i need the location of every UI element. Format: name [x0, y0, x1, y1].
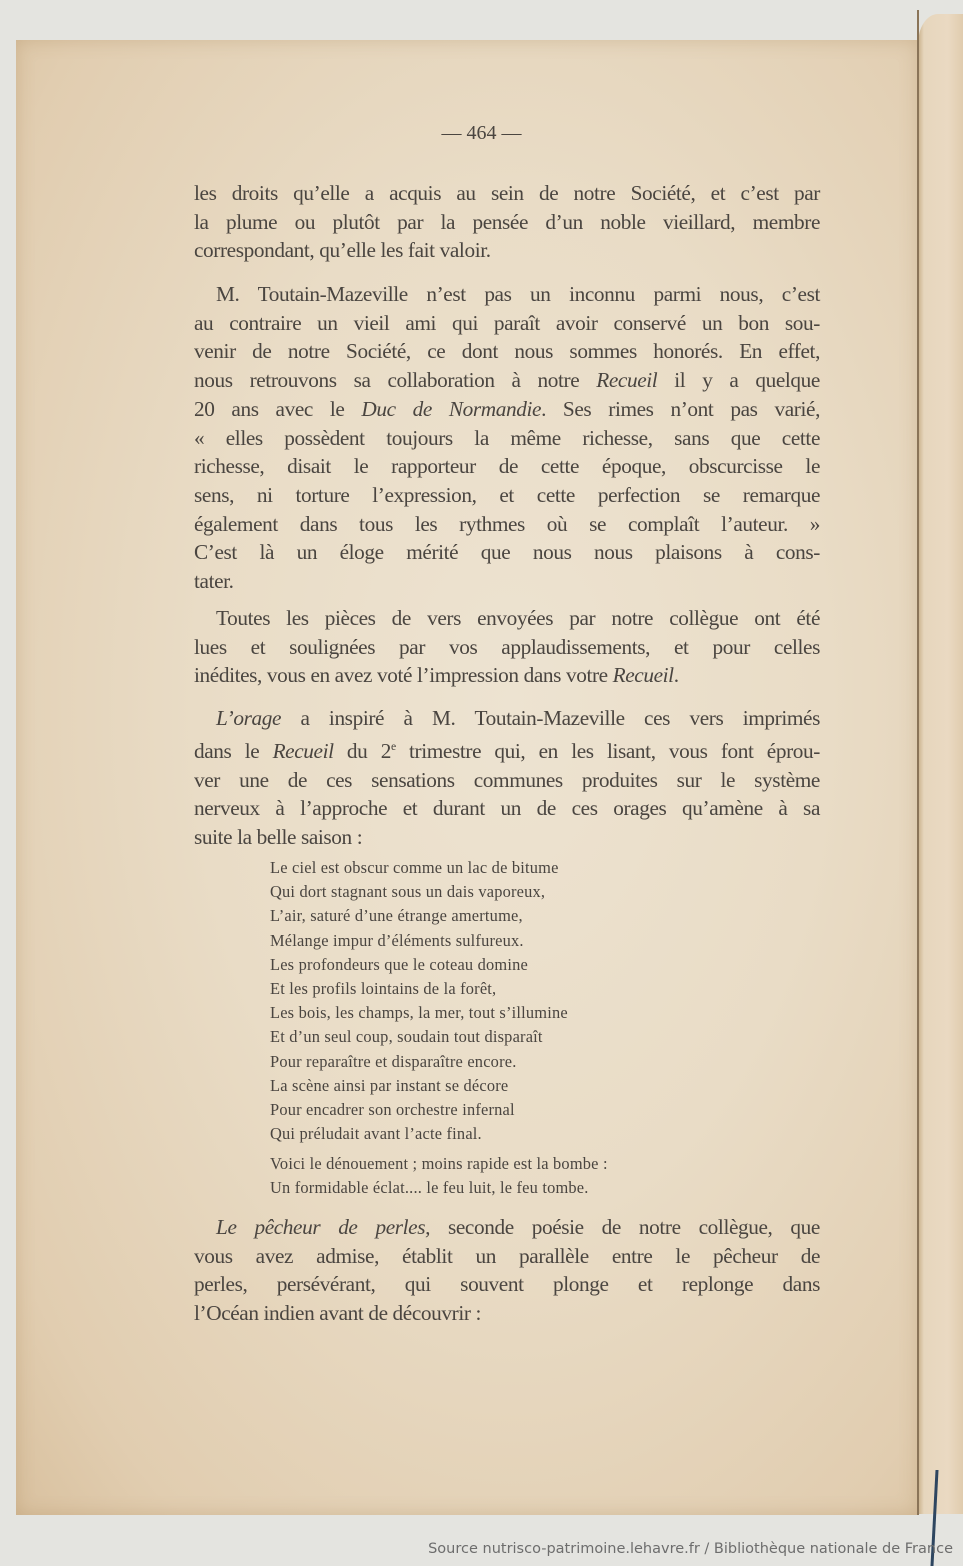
text-segment: nous retrouvons sa collaboration à notre [194, 368, 597, 393]
verse-line: Les profondeurs que le coteau domine [270, 954, 528, 974]
text-segment: . [673, 663, 679, 688]
text-line: C’est là un éloge mérité que nous nous plaisons à cons- [194, 540, 820, 565]
text-line: vous avez admise, établit un parallèle entre le pêcheur de [194, 1243, 820, 1268]
text-line [194, 704, 820, 733]
verse-line: L’air, saturé d’une étrange amertume, [270, 906, 523, 926]
title-lorage: L’orage [216, 706, 282, 730]
verse-line: Qui dort stagnant sous un dais vaporeux, [270, 882, 546, 902]
paragraph-5 [194, 1213, 820, 1328]
verse-line: Les bois, les champs, la mer, tout s’illumine [270, 1003, 568, 1023]
text-line: ver une de ces sensations communes produites sur le système [194, 767, 820, 792]
text-line: suite la belle saison : [194, 825, 363, 849]
title-recueil: Recueil [612, 663, 674, 688]
superscript: e [390, 739, 396, 753]
text-line [194, 733, 820, 766]
text-line: la plume ou plutôt par la pensée d’un noble vieillard, membre [194, 209, 820, 234]
text-line: lues et soulignées par vos applaudissements, et pour celles [194, 634, 820, 659]
paragraph-3 [194, 604, 820, 690]
text-line: perles, persévérant, qui souvent plonge et replonge dans [194, 1272, 820, 1297]
text-line: richesse, disait le rapporteur de cette époque, obscurcisse le [194, 454, 820, 479]
verse-line: La scène ainsi par instant se décore [270, 1075, 509, 1095]
text-line: Toutes les pièces de vers envoyées par notre collègue ont été [216, 606, 820, 630]
verse-line: Voici le dénouement ; moins rapide est la bombe : [270, 1154, 608, 1173]
text-line: correspondant, qu’elle les fait valoir. [194, 238, 491, 263]
text-line [194, 366, 820, 395]
source-credit: Source nutrisco-patrimoine.lehavre.fr / Bibliothèque nationale de France [428, 1541, 953, 1557]
page-number: — 464 — [441, 122, 522, 144]
paragraph-1 [194, 179, 820, 265]
title-recueil: Recueil [596, 368, 658, 393]
text-segment: trimestre qui, en les lisant, vous font éprou- [395, 738, 820, 763]
title-duc-de-normandie: Duc de Normandie [361, 396, 542, 421]
text-line: venir de notre Société, ce dont nous sommes honorés. En effet, [194, 339, 820, 364]
verse-line: Un formidable éclat.... le feu luit, le feu tombe. [270, 1178, 589, 1198]
text-line [194, 1213, 820, 1242]
text-line [194, 661, 820, 690]
poem-stanza-1 [270, 856, 568, 1146]
text-segment: dans le [194, 738, 273, 763]
text-segment: . Ses rimes n’ont pas varié, [541, 396, 820, 421]
text-line [194, 395, 820, 424]
text-segment: du 2 [333, 738, 391, 763]
text-line: sens, ni torture l’expression, et cette perfection se remarque [194, 482, 820, 507]
title-recueil: Recueil [272, 738, 334, 763]
text-line: M. Toutain-Mazeville n’est pas un inconnu parmi nous, c’est [216, 282, 820, 306]
text-line: « elles possèdent toujours la même richesse, sans que cette [194, 425, 820, 450]
verse-line: Et d’un seul coup, soudain tout disparaît [270, 1027, 543, 1047]
verse-line: Le ciel est obscur comme un lac de bitume [270, 858, 559, 877]
text-segment: 20 ans avec le [194, 396, 362, 421]
text-segment: inédites, vous en avez voté l’impression dans votre [194, 663, 613, 688]
page-gutter [917, 10, 919, 1515]
text-segment: a inspiré à M. Toutain-Mazeville ces vers imprimés [281, 706, 820, 730]
text-line: l’Océan indien avant de découvrir : [194, 1301, 481, 1326]
verse-line: Pour reparaître et disparaître encore. [270, 1051, 517, 1071]
paragraph-2 [194, 280, 820, 596]
verse-line: Mélange impur d’éléments sulfureux. [270, 930, 524, 950]
verse-line: Qui préludait avant l’acte final. [270, 1124, 482, 1144]
text-line: nerveux à l’approche et durant un de ces orages qu’amène à sa [194, 796, 820, 821]
poem-stanza-2 [270, 1152, 608, 1200]
verse-line: Pour encadrer son orchestre infernal [270, 1100, 515, 1120]
text-line: également dans tous les rythmes où se complaît l’auteur. » [194, 511, 820, 536]
facing-page-edge [918, 14, 963, 1514]
text-line: au contraire un vieil ami qui paraît avoir conservé un bon sou- [194, 310, 820, 335]
text-line: tater. [194, 569, 234, 594]
verse-line: Et les profils lointains de la forêt, [270, 979, 497, 999]
paragraph-4 [194, 704, 820, 852]
text-segment: il y a quelque [657, 368, 820, 393]
text-line: les droits qu’elle a acquis au sein de notre Société, et c’est par [194, 181, 820, 205]
text-segment: seconde poésie de notre collègue, que [430, 1215, 820, 1239]
title-pecheur-de-perles: Le pêcheur de perles, [216, 1215, 431, 1239]
